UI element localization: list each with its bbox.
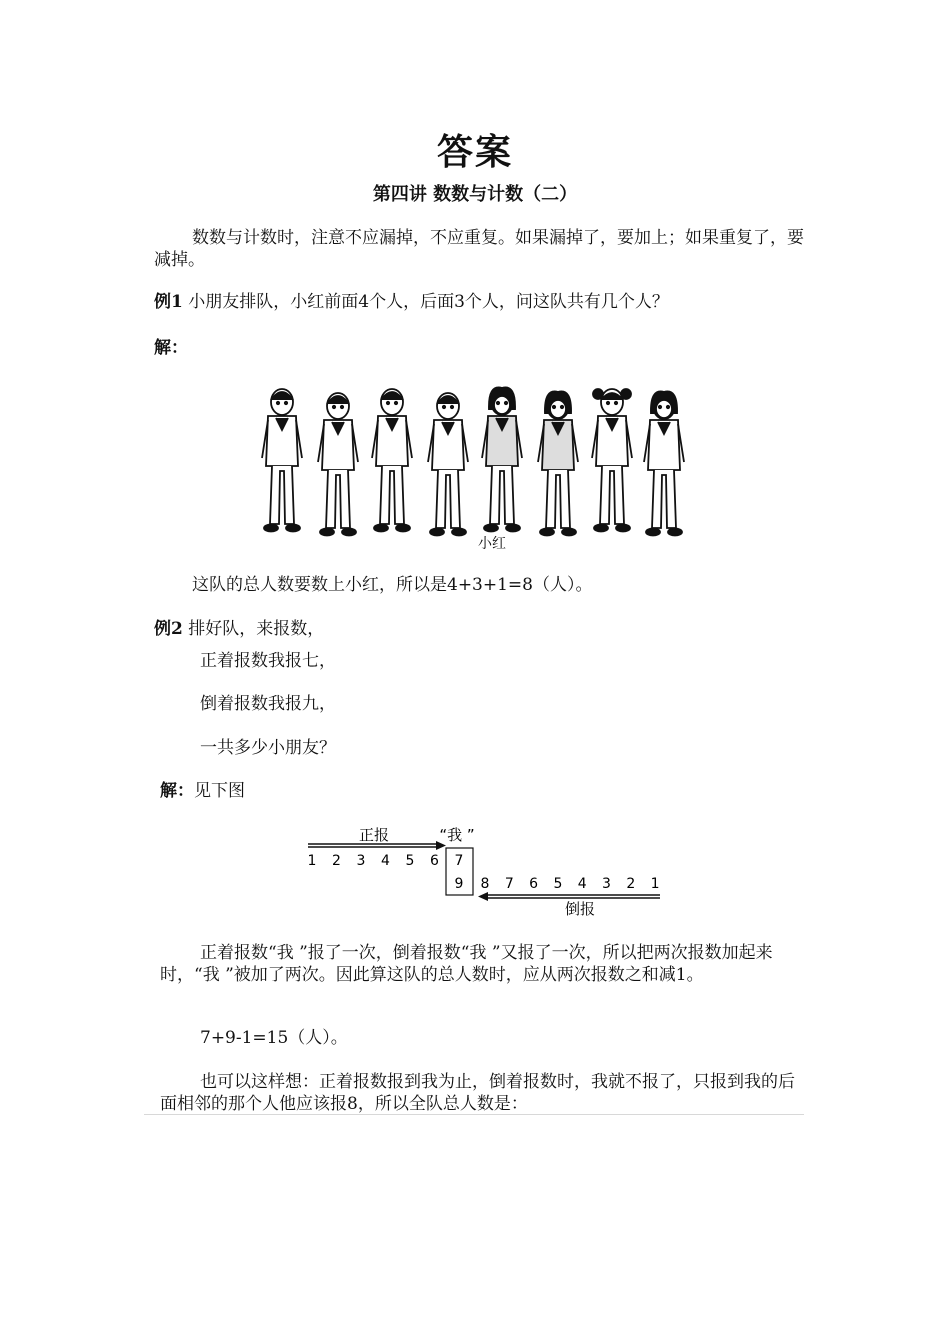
forward-label: 正报 [358,826,390,844]
backward-number: 1 [650,876,660,892]
example2-question [154,618,324,640]
bottom-divider [144,1114,804,1115]
child-figure [592,389,632,532]
figure-caption: 小红 [478,536,506,552]
backward-number: 2 [626,876,636,892]
example2-alternative: 也可以这样想：正着报数报到我为止，倒着报数时，我就不报了，只报到我的后面相邻的那个人他应该报8，所以全队总人数是： [160,1072,795,1114]
child-figure [644,391,684,535]
example2-solution-text: 见下图 [194,781,245,801]
child-figure [538,391,578,535]
backward-number: 8 [480,876,490,892]
forward-number: 3 [356,853,366,869]
lesson-subtitle: 第四讲 数数与计数（二） [372,184,578,205]
example1-question [154,291,669,313]
backward-number: 7 [504,876,514,892]
backward-number: 3 [602,876,611,892]
example2-solution-label: 解： [160,781,194,801]
example2-line-4: 一共多少小朋友？ [200,738,336,758]
backward-number: 6 [529,876,539,892]
child-figure [372,389,412,532]
example2-line-2: 正着报数我报七， [200,651,336,671]
child-figure [318,393,358,536]
forward-number: 4 [381,853,390,869]
child-figure [262,389,302,532]
counting-diagram [300,822,670,922]
me-label: “我 ” [439,826,475,844]
example1-text: 小朋友排队，小红前面4个人，后面3个人，问这队共有几个人？ [182,292,669,312]
forward-number: 5 [405,853,415,869]
example1-solution-label: 解： [154,338,188,358]
intro-paragraph: 数数与计数时，注意不应漏掉，不应重复。如果漏掉了，要加上；如果重复了，要减掉。 [154,228,804,270]
me-backward-number: 9 [454,876,464,892]
example2-label: 例2 [154,619,183,639]
backward-label: 倒报 [564,900,596,918]
example1-answer: 这队的总人数要数上小红，所以是4+3+1=8（人）。 [192,575,593,595]
backward-number: 4 [577,876,587,892]
children-queue-illustration [250,380,690,540]
backward-arrow-head [478,892,488,901]
example2-line-3: 倒着报数我报九， [200,694,336,714]
forward-number: 2 [332,853,341,869]
child-xiaohong [482,387,522,531]
child-figure [428,393,468,536]
example1-label: 例1 [154,292,183,312]
page-title: 答案 [436,131,513,173]
example2-solution [160,780,245,802]
example2-explanation: 正着报数“我 ”报了一次，倒着报数“我 ”又报了一次，所以把两次报数加起来时，“我 ”被加了两次。因此算这队的总人数时，应从两次报数之和减1。 [160,943,773,985]
forward-number: 6 [430,853,439,869]
forward-number: 1 [307,853,317,869]
me-forward-number: 7 [454,853,464,869]
example2-formula: 7+9-1=15（人）。 [200,1028,348,1048]
backward-number: 5 [553,876,563,892]
example2-line-1: 排好队，来报数， [182,619,325,639]
